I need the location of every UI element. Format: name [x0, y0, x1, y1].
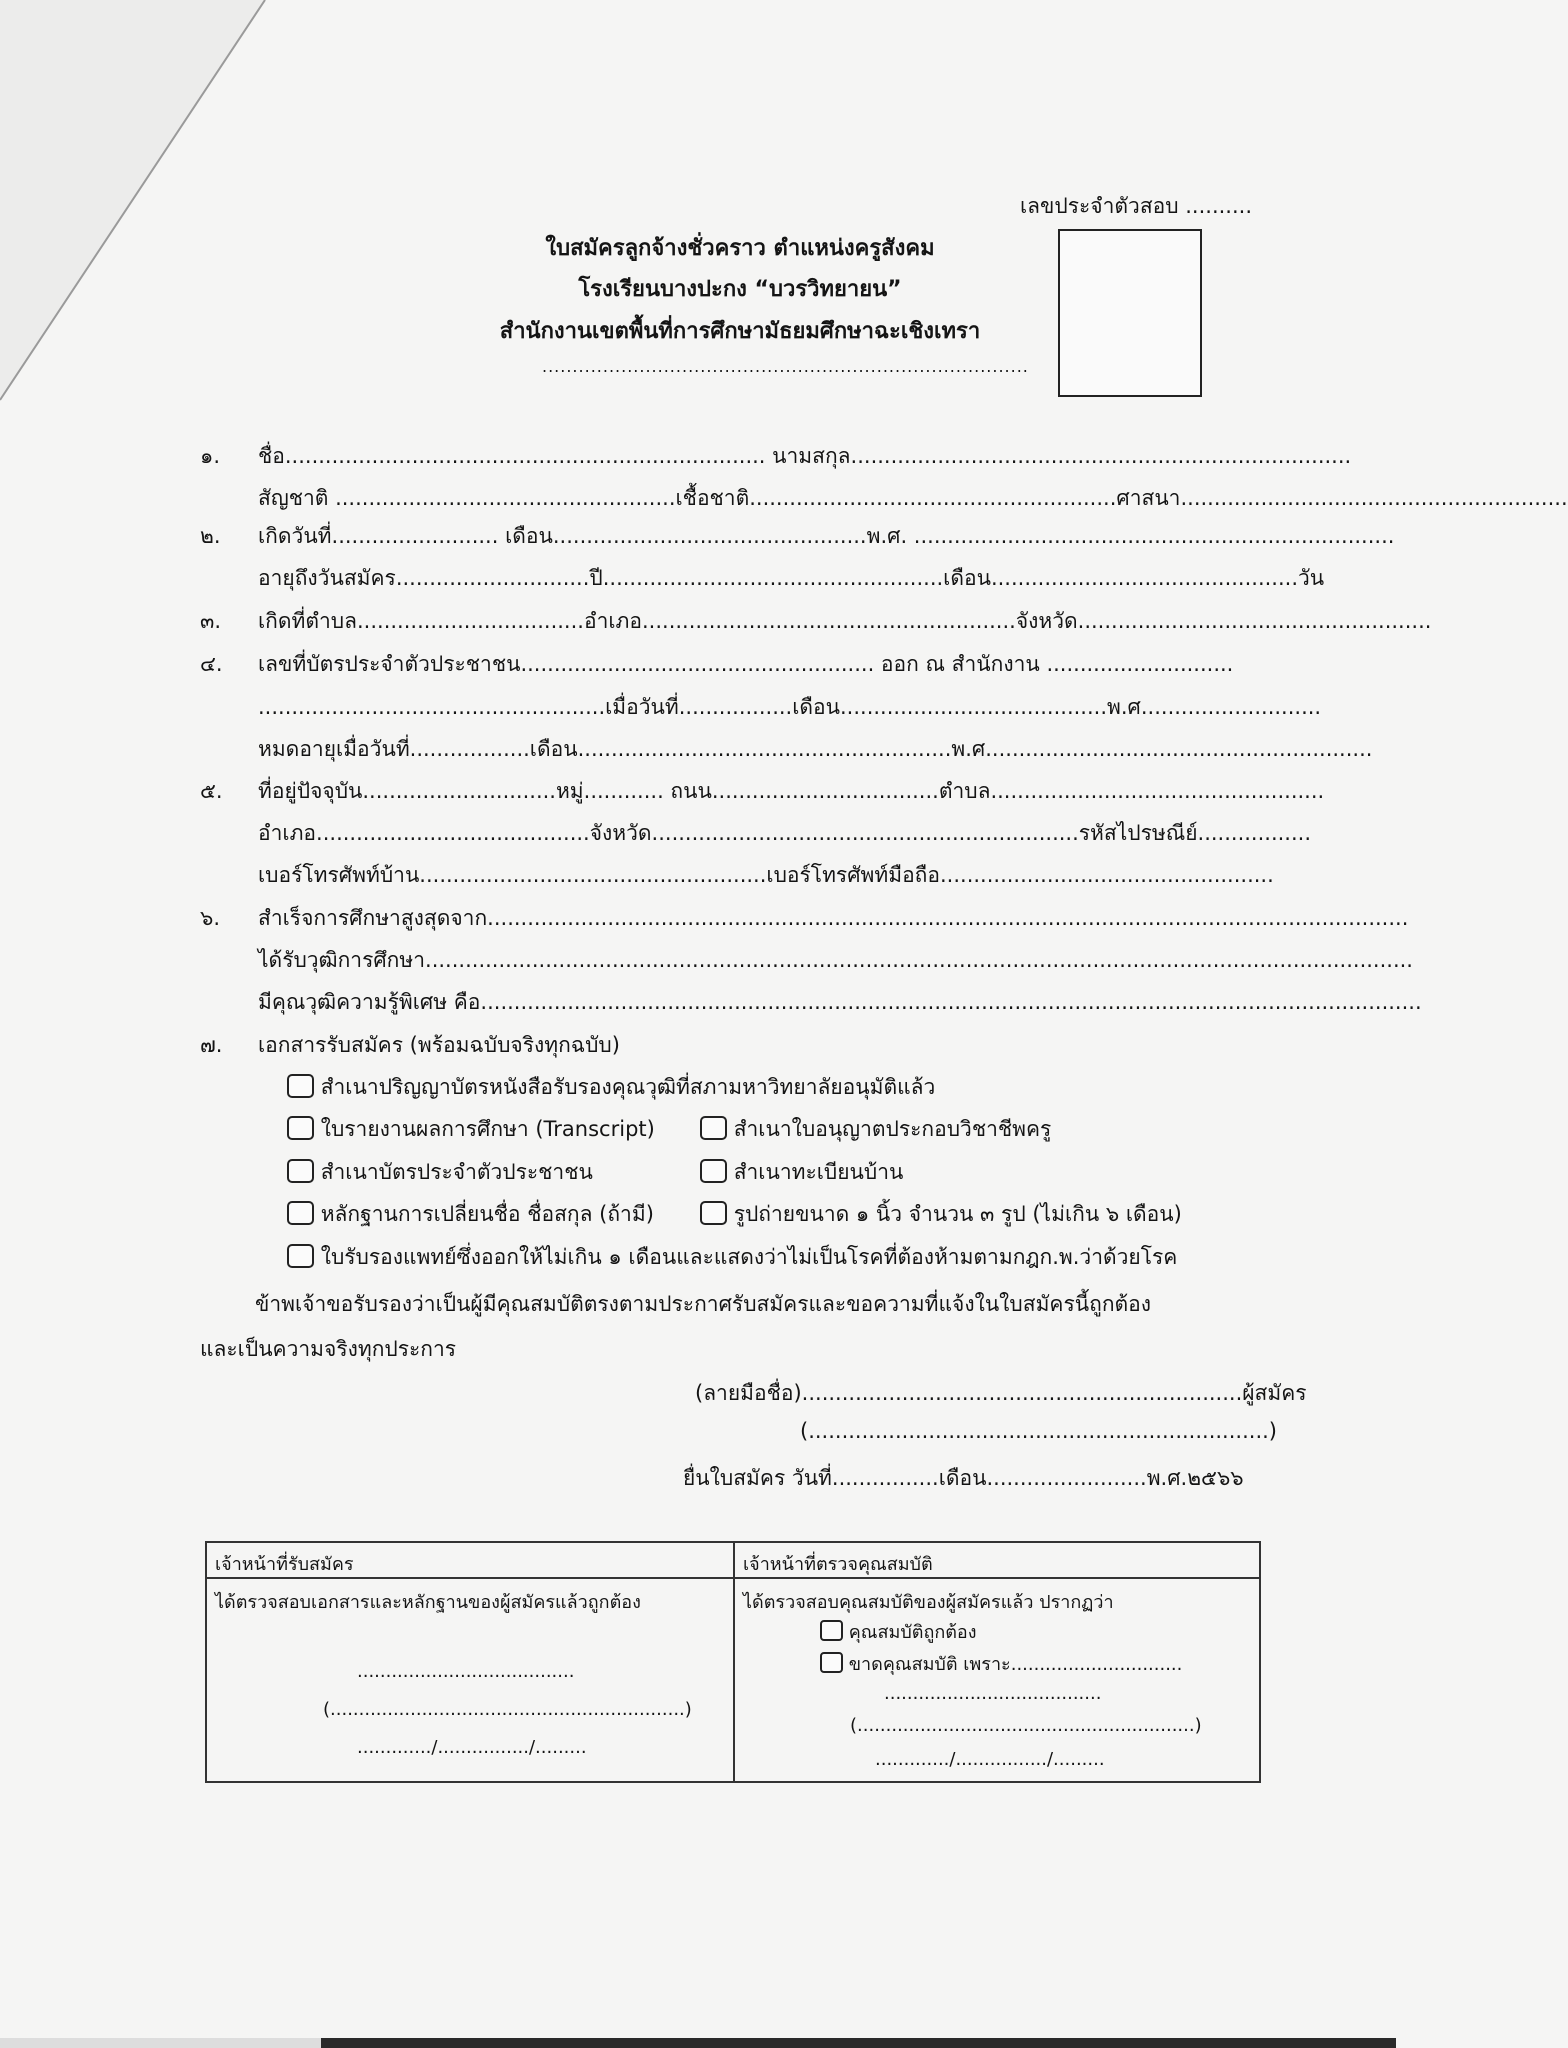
field-district-province-postcode[interactable]: อำเภอ.........................................จังหวัด................................................................รหัสไปรษณีย์.................	[258, 821, 1311, 845]
checkbox-house-registration[interactable]	[700, 1159, 727, 1183]
field-birth-date[interactable]: เกิดวันที่......................... เดือน...............................................พ.ศ. ........................................................................	[258, 524, 1395, 548]
field-special-qualification[interactable]: มีคุณวุฒิความรู้พิเศษ คือ.............................................................................................................................................	[258, 990, 1422, 1014]
exam-id-label: เลขประจำตัวสอบ ..........	[1020, 194, 1253, 218]
field-id-expiry-date[interactable]: หมดอายุเมื่อวันที่..................เดือน........................................................พ.ศ..........................................................	[258, 737, 1373, 761]
form-title-line1: ใบสมัครลูกจ้างชั่วคราว ตำแหน่งครูสังคม	[545, 236, 935, 261]
title-dotted-line: ................................................................................	[542, 357, 1029, 376]
section-number-3: ๓.	[200, 609, 222, 633]
qualification-officer-signature[interactable]: ......................................	[884, 1683, 1102, 1704]
option-qualified-label: คุณสมบัติถูกต้อง	[848, 1622, 977, 1643]
doc-house-registration-label: สำเนาทะเบียนบ้าน	[733, 1160, 904, 1184]
doc-medical-certificate-label: ใบรับรองแพทย์ซึ่งออกให้ไม่เกิน ๑ เดือนและแสดงว่าไม่เป็นโรคที่ต้องห้ามตามกฎก.พ.ว่าด้วยโรค	[320, 1245, 1178, 1269]
applicant-printed-name[interactable]: (.....................................................................)	[800, 1419, 1277, 1443]
checkbox-photos[interactable]	[700, 1201, 727, 1225]
field-nationality-race-religion[interactable]: สัญชาติ ...................................................เชื้อชาติ.......................................................ศาสนา..........................................................	[258, 486, 1568, 510]
section-number-1: ๑.	[200, 444, 221, 468]
checkbox-teaching-license[interactable]	[700, 1116, 727, 1140]
officer-table	[205, 1541, 1261, 1783]
certification-text-cont: และเป็นความจริงทุกประการ	[200, 1337, 457, 1361]
qualification-officer-name[interactable]: (...........................................................)	[850, 1715, 1202, 1736]
doc-teaching-license[interactable]	[700, 1113, 1051, 1146]
qualification-officer-statement: ได้ตรวจสอบคุณสมบัติของผู้สมัครแล้ว ปรากฏว่า	[743, 1592, 1114, 1613]
checkbox-qualified[interactable]	[820, 1620, 843, 1641]
checkbox-unqualified[interactable]	[820, 1652, 843, 1673]
field-education-institution[interactable]: สำเร็จการศึกษาสูงสุดจาก..........................................................................................................................................	[258, 906, 1409, 930]
field-degree[interactable]: ได้รับวุฒิการศึกษา....................................................................................................................................................	[258, 948, 1413, 972]
qualification-officer-header: เจ้าหน้าที่ตรวจคุณสมบัติ	[743, 1554, 933, 1575]
qualification-officer-date[interactable]: ............./................/.........	[875, 1749, 1105, 1770]
form-title-line3: สำนักงานเขตพื้นที่การศึกษามัธยมศึกษาฉะเชิงเทรา	[499, 319, 981, 344]
receiving-officer-statement: ได้ตรวจสอบเอกสารและหลักฐานของผู้สมัครแล้วถูกต้อง	[215, 1592, 641, 1613]
certification-text: ข้าพเจ้าขอรับรองว่าเป็นผู้มีคุณสมบัติตรงตามประกาศรับสมัครและขอความที่แจ้งในใบสมัครนี้ถูกต้อง	[255, 1292, 1152, 1316]
section-number-7: ๗.	[200, 1033, 223, 1057]
section-number-2: ๒.	[200, 524, 221, 548]
documents-heading: เอกสารรับสมัคร (พร้อมฉบับจริงทุกฉบับ)	[258, 1033, 620, 1057]
form-title-line2: โรงเรียนบางปะกง “บวรวิทยายน”	[578, 277, 902, 302]
field-age[interactable]: อายุถึงวันสมัคร.............................ปี...................................................เดือน..............................................วัน	[258, 566, 1325, 590]
checkbox-transcript[interactable]	[287, 1116, 314, 1140]
doc-house-registration[interactable]	[700, 1156, 903, 1189]
receiving-officer-date[interactable]: ............./................/.........	[357, 1737, 587, 1758]
bottom-edge-shadow	[0, 2038, 1396, 2048]
doc-photos[interactable]	[700, 1198, 1182, 1231]
receiving-officer-name[interactable]: (..............................................................)	[323, 1699, 692, 1720]
table-divider-horizontal	[207, 1577, 1259, 1579]
field-id-card-number[interactable]: เลขที่บัตรประจำตัวประชาชน..................................................... ออก ณ สำนักงาน ............................	[258, 652, 1234, 676]
section-number-4: ๔.	[200, 652, 223, 676]
checkbox-medical-certificate[interactable]	[287, 1244, 314, 1268]
field-id-issue-date[interactable]: ....................................................เมื่อวันที่.................เดือน........................................พ.ศ...........................	[258, 695, 1322, 719]
field-address[interactable]: ที่อยู่ปัจจุบัน.............................หมู่............ ถนน..................................ตำบล..................................................	[258, 779, 1325, 803]
doc-name-change[interactable]	[287, 1198, 654, 1231]
section-number-5: ๕.	[200, 779, 223, 803]
field-name-surname[interactable]: ชื่อ........................................................................ นามสกุล...........................................................................	[258, 444, 1352, 468]
checkbox-name-change[interactable]	[287, 1201, 314, 1225]
doc-degree-certificate-label: สำเนาปริญญาบัตรหนังสือรับรองคุณวุฒิที่สภามหาวิทยาลัยอนุมัติแล้ว	[320, 1075, 936, 1099]
doc-photos-label: รูปถ่ายขนาด ๑ นิ้ว จำนวน ๓ รูป (ไม่เกิน ๖ เดือน)	[733, 1202, 1182, 1226]
doc-degree-certificate[interactable]	[287, 1071, 935, 1104]
option-qualified[interactable]	[820, 1617, 977, 1646]
doc-transcript[interactable]	[287, 1113, 655, 1146]
doc-transcript-label: ใบรายงานผลการศึกษา (Transcript)	[320, 1117, 655, 1141]
doc-teaching-license-label: สำเนาใบอนุญาตประกอบวิชาชีพครู	[733, 1117, 1052, 1141]
field-birthplace[interactable]: เกิดที่ตำบล..................................อำเภอ........................................................จังหวัด.....................................................	[258, 609, 1432, 633]
option-unqualified-label: ขาดคุณสมบัติ เพราะ..............................	[848, 1654, 1183, 1675]
field-phone[interactable]: เบอร์โทรศัพท์บ้าน....................................................เบอร์โทรศัพท์มือถือ..................................................	[258, 863, 1274, 887]
receiving-officer-header: เจ้าหน้าที่รับสมัคร	[215, 1554, 354, 1575]
option-unqualified[interactable]	[820, 1649, 1182, 1678]
doc-id-card-copy[interactable]	[287, 1156, 593, 1189]
applicant-signature[interactable]: (ลายมือชื่อ)..................................................................ผู้สมัคร	[695, 1381, 1307, 1405]
doc-name-change-label: หลักฐานการเปลี่ยนชื่อ ชื่อสกุล (ถ้ามี)	[320, 1202, 654, 1226]
checkbox-id-card-copy[interactable]	[287, 1159, 314, 1183]
doc-medical-certificate[interactable]	[287, 1241, 1177, 1274]
receiving-officer-signature[interactable]: ......................................	[357, 1661, 575, 1682]
doc-id-card-copy-label: สำเนาบัตรประจำตัวประชาชน	[320, 1160, 593, 1184]
section-number-6: ๖.	[200, 906, 221, 930]
checkbox-degree-certificate[interactable]	[287, 1074, 314, 1098]
application-date[interactable]: ยื่นใบสมัคร วันที่................เดือน........................พ.ศ.๒๕๖๖	[683, 1466, 1244, 1490]
